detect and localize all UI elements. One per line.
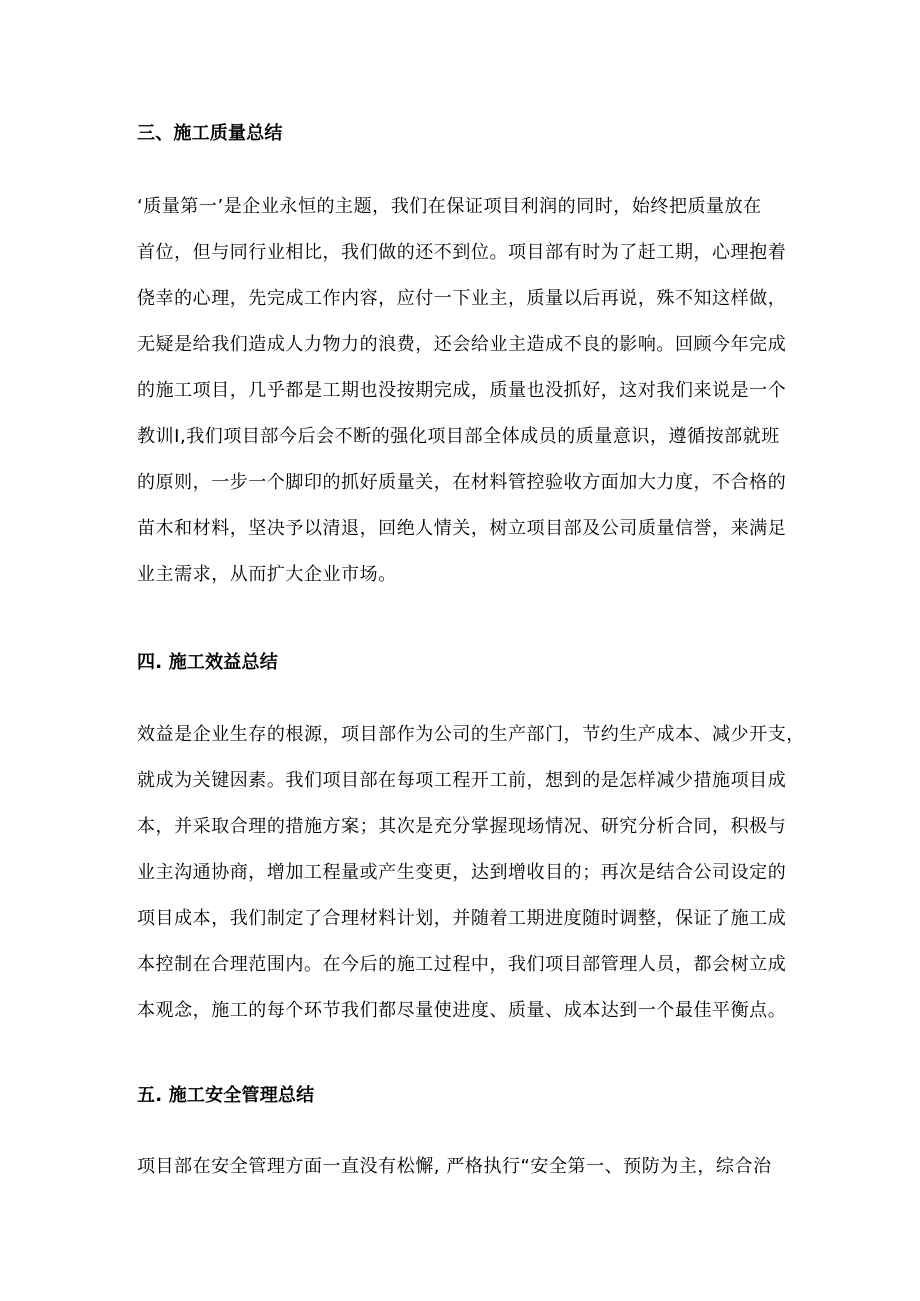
section-body-safety <box>137 1144 797 1190</box>
paragraph-line: 本观念，施工的每个环节我们都尽量使进度、质量、成本达到一个最佳平衡点。 <box>137 1000 787 1021</box>
paragraph-line: 项目部在安全管理方面一直没有松懈, 严格执行“安全第一、预防为主，综合治 <box>137 1156 772 1177</box>
paragraph-line: 教训Ⅰ,我们项目部今后会不断的强化项目部全体成员的质量意识，遵循按部就班 <box>137 426 780 447</box>
paragraph-line: 项目成本，我们制定了合理材料计划，并随着工期进度随时调整，保证了施工成 <box>137 908 787 929</box>
paragraph-line: 就成为关键因素。我们项目部在每项工程开工前，想到的是怎样减少措施项目成 <box>137 770 787 791</box>
section-heading-benefit: 四. 施工效益总结 <box>137 652 278 673</box>
paragraph-line: 业主沟通协商，增加工程量或产生变更，达到增收目的；再次是结合公司设定的 <box>137 862 787 883</box>
paragraph-line: 侥幸的心理，先完成工作内容，应付一下业主，质量以后再说，殊不知这样做， <box>137 288 787 309</box>
section-body-benefit <box>137 712 805 1034</box>
section-heading-quality: 三、施工质量总结 <box>137 123 283 144</box>
section-heading-safety: 五. 施工安全管理总结 <box>137 1085 315 1106</box>
paragraph-line: 的施工项目，几乎都是工期也没按期完成，质量也没抓好，这对我们来说是一个 <box>137 380 787 401</box>
paragraph-line: 本控制在合理范围内。在今后的施工过程中，我们项目部管理人员，都会树立成 <box>137 954 787 975</box>
paragraph-line: 效益是企业生存的根源，项目部作为公司的生产部门，节约生产成本、减少开支， <box>137 724 805 745</box>
paragraph-line: 业主需求，从而扩大企业市场。 <box>137 564 397 585</box>
paragraph-line: ‘质量第一’是企业永恒的主题，我们在保证项目利润的同时，始终把质量放在 <box>137 196 762 217</box>
paragraph-line: 苗木和材料，坚决予以清退，回绝人情关，树立项目部及公司质量信誉，来满足 <box>137 518 787 539</box>
paragraph-line: 无疑是给我们造成人力物力的浪费，还会给业主造成不良的影响。回顾今年完成 <box>137 334 787 355</box>
paragraph-line: 首位，但与同行业相比，我们做的还不到位。项目部有时为了赶工期，心理抱着 <box>137 242 787 263</box>
section-body-quality <box>137 184 797 598</box>
paragraph-line: 本，并采取合理的措施方案；其次是充分掌握现场情况、研究分析合同，积极与 <box>137 816 787 837</box>
paragraph-line: 的原则，一步一个脚印的抓好质量关，在材料管控验收方面加大力度，不合格的 <box>137 472 787 493</box>
